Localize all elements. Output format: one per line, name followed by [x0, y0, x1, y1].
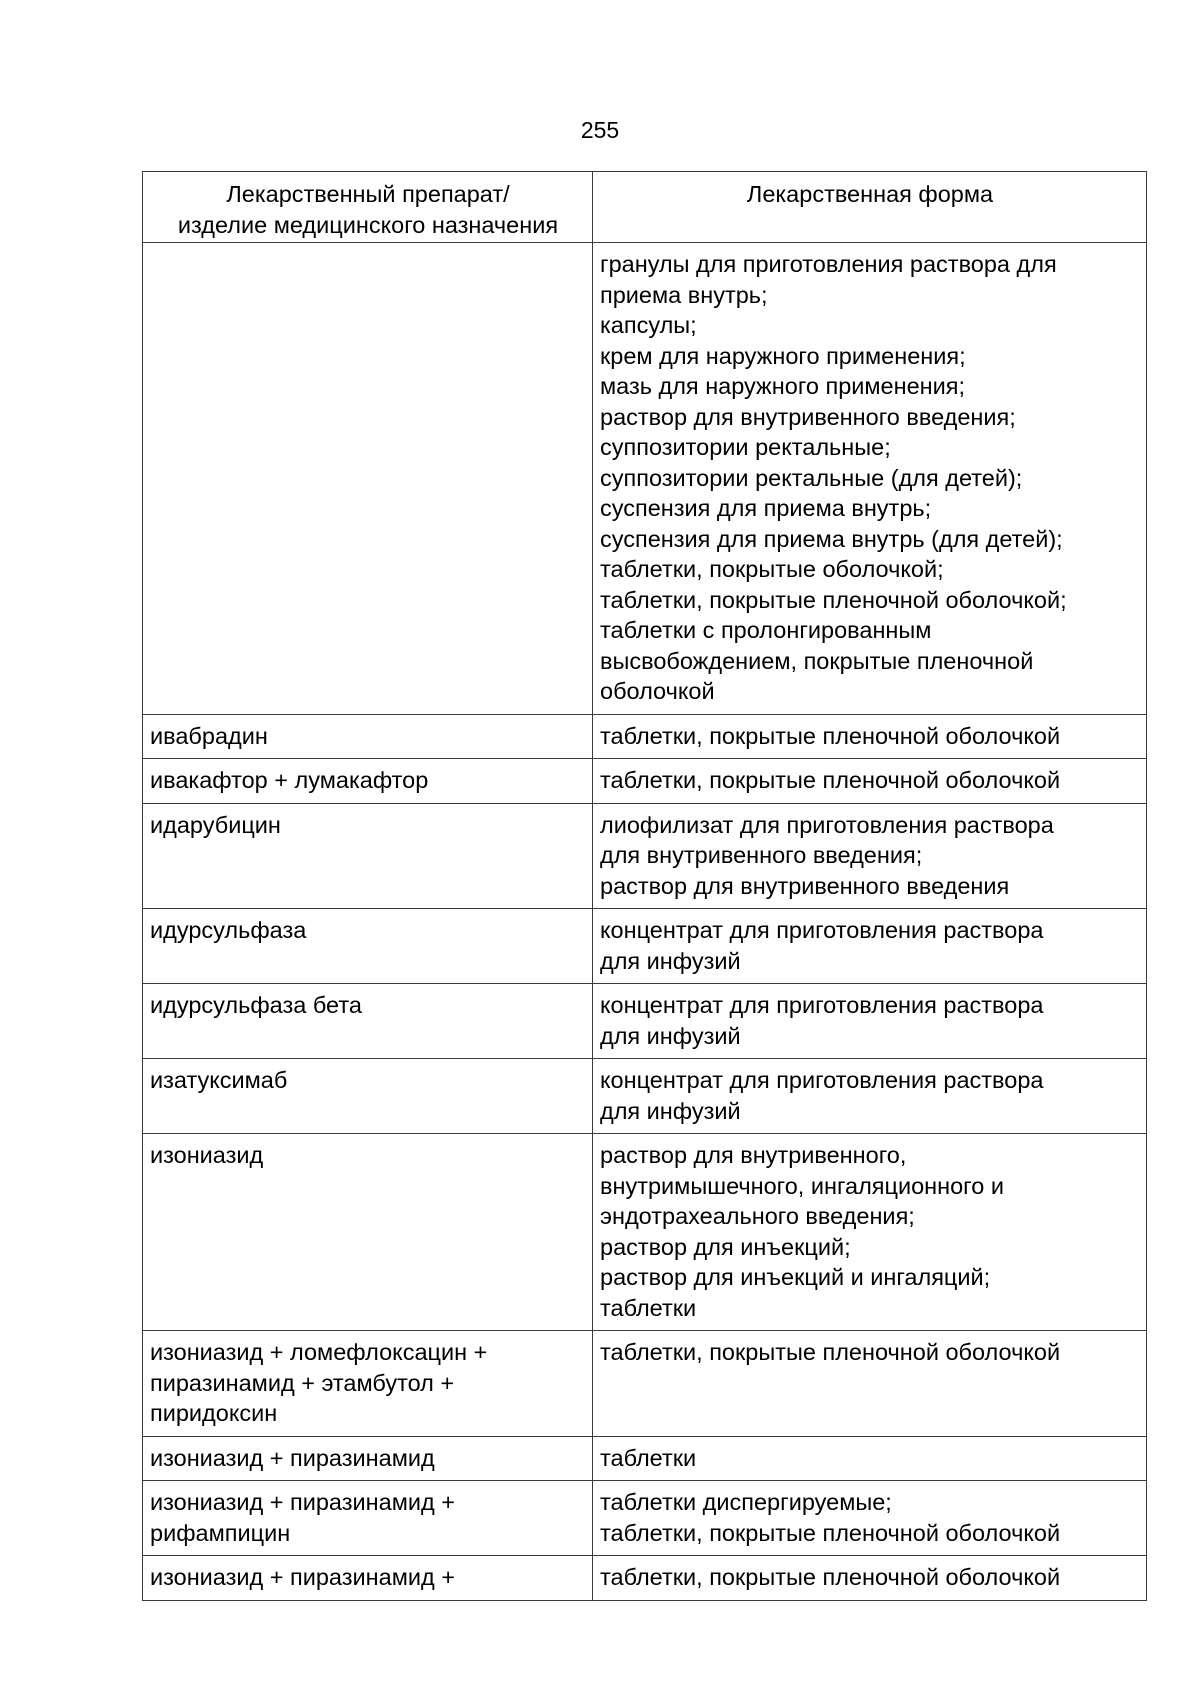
dosage-form-line: раствор для инъекций; — [600, 1233, 851, 1260]
dosage-form-line: для инфузий — [600, 1022, 741, 1049]
dosage-form-cell — [593, 1331, 1147, 1437]
dosage-form-line: таблетки, покрытые оболочкой; — [600, 556, 944, 582]
table-body — [143, 243, 1147, 1601]
drug-name-cell — [143, 1331, 593, 1437]
drug-name-cell — [143, 909, 593, 984]
drug-name-line: изониазид + ломефлоксацин + — [150, 1339, 488, 1365]
table-row — [143, 759, 1147, 804]
dosage-form-line: суспензия для приема внутрь; — [600, 495, 932, 521]
dosage-form-line: таблетки, покрытые пленочной оболочкой — [600, 722, 1061, 749]
table-row — [143, 1481, 1147, 1556]
drug-name-cell — [143, 714, 593, 759]
table-row — [143, 1556, 1147, 1601]
dosage-form-cell — [593, 1436, 1147, 1481]
drug-name-cell — [143, 243, 593, 715]
drug-name-line: пиразинамид + этамбутол + — [150, 1369, 455, 1396]
drug-name-cell — [143, 803, 593, 909]
drug-name-cell — [143, 1134, 593, 1331]
dosage-form-cell — [593, 909, 1147, 984]
dosage-form-line: внутримышечного, ингаляционного и — [600, 1172, 1004, 1199]
dosage-form-line: крем для наружного применения; — [600, 342, 966, 369]
table-row — [143, 909, 1147, 984]
drug-name-cell — [143, 1556, 593, 1601]
drug-name-line: идурсульфаза бета — [150, 992, 362, 1018]
dosage-form-line: концентрат для приготовления раствора — [600, 1067, 1044, 1093]
dosage-form-line: концентрат для приготовления раствора — [600, 992, 1044, 1018]
dosage-form-line: таблетки, покрытые пленочной оболочкой — [600, 1564, 1061, 1590]
drug-name-line: ивакафтор + лумакафтор — [150, 767, 429, 793]
table-row — [143, 243, 1147, 715]
page-number: 255 — [580, 117, 620, 143]
table-row — [143, 1059, 1147, 1134]
drug-name-line: изониазид — [150, 1142, 264, 1168]
dosage-form-line: концентрат для приготовления раствора — [600, 917, 1044, 943]
table-row — [143, 714, 1147, 759]
dosage-form-line: таблетки — [600, 1294, 697, 1321]
drug-name-cell — [143, 1059, 593, 1134]
dosage-form-line: оболочкой — [600, 678, 715, 704]
drug-name-cell — [143, 1436, 593, 1481]
table-row — [143, 1436, 1147, 1481]
dosage-form-line: таблетки, покрытые пленочной оболочкой — [600, 1339, 1061, 1365]
dosage-form-cell — [593, 803, 1147, 909]
dosage-form-cell — [593, 1481, 1147, 1556]
drug-name-cell — [143, 984, 593, 1059]
dosage-form-cell — [593, 984, 1147, 1059]
drug-name-line: изатуксимаб — [150, 1067, 288, 1093]
table-header — [143, 172, 1147, 243]
table-row — [143, 1331, 1147, 1437]
dosage-form-line: для инфузий — [600, 947, 741, 974]
table-row — [143, 984, 1147, 1059]
drug-name-cell — [143, 759, 593, 804]
dosage-form-line: раствор для внутривенного введения — [600, 872, 1010, 899]
dosage-form-line: гранулы для приготовления раствора для — [600, 251, 1057, 277]
dosage-form-line: раствор для внутривенного введения; — [600, 403, 1016, 430]
header-text: Лекарственный препарат/ — [226, 181, 510, 207]
table-row — [143, 803, 1147, 909]
dosage-form-cell — [593, 1134, 1147, 1331]
drug-forms-table — [142, 171, 1147, 1601]
drug-name-line: ивабрадин — [150, 722, 268, 749]
drug-name-line: изониазид + пиразинамид + — [150, 1564, 455, 1590]
dosage-form-line: эндотрахеального введения; — [600, 1203, 915, 1229]
dosage-form-line: приема внутрь; — [600, 281, 768, 308]
dosage-form-line: раствор для внутривенного, — [600, 1142, 907, 1168]
dosage-form-line: таблетки — [600, 1444, 697, 1471]
drug-name-line: рифампицин — [150, 1519, 291, 1546]
dosage-form-line: лиофилизат для приготовления раствора — [600, 811, 1054, 838]
drug-name-line: изониазид + пиразинамид + — [150, 1489, 455, 1515]
dosage-form-line: для внутривенного введения; — [600, 842, 923, 868]
dosage-form-line: суппозитории ректальные; — [600, 434, 891, 460]
drug-name-line: изониазид + пиразинамид — [150, 1444, 435, 1471]
header-row — [143, 172, 1147, 243]
dosage-form-line: капсулы; — [600, 312, 697, 338]
dosage-form-cell — [593, 1556, 1147, 1601]
header-drug — [143, 172, 593, 243]
dosage-form-line: суспензия для приема внутрь (для детей); — [600, 525, 1063, 552]
drug-name-line: идурсульфаза — [150, 917, 307, 943]
dosage-form-line: мазь для наружного применения; — [600, 373, 966, 399]
drug-name-line: пиридоксин — [150, 1400, 278, 1426]
drug-name-cell — [143, 1481, 593, 1556]
dosage-form-line: таблетки, покрытые пленочной оболочкой — [600, 767, 1061, 793]
dosage-form-cell — [593, 759, 1147, 804]
drug-name-line: идарубицин — [150, 811, 281, 838]
dosage-form-line: суппозитории ректальные (для детей); — [600, 464, 1023, 491]
header-form — [593, 172, 1147, 243]
dosage-form-cell — [593, 1059, 1147, 1134]
dosage-form-line: таблетки с пролонгированным — [600, 617, 932, 643]
dosage-form-line: для инфузий — [600, 1097, 741, 1124]
dosage-form-line: таблетки, покрытые пленочной оболочкой — [600, 1519, 1061, 1546]
dosage-form-line: таблетки, покрытые пленочной оболочкой; — [600, 586, 1067, 613]
dosage-form-cell — [593, 714, 1147, 759]
dosage-form-line: таблетки диспергируемые; — [600, 1489, 892, 1515]
header-text: изделие медицинского назначения — [177, 211, 559, 238]
table-row — [143, 1134, 1147, 1331]
header-text: Лекарственная форма — [746, 181, 994, 207]
dosage-form-line: раствор для инъекций и ингаляций; — [600, 1264, 991, 1290]
dosage-form-line: высвобождением, покрытые пленочной — [600, 647, 1034, 674]
dosage-form-cell — [593, 243, 1147, 715]
